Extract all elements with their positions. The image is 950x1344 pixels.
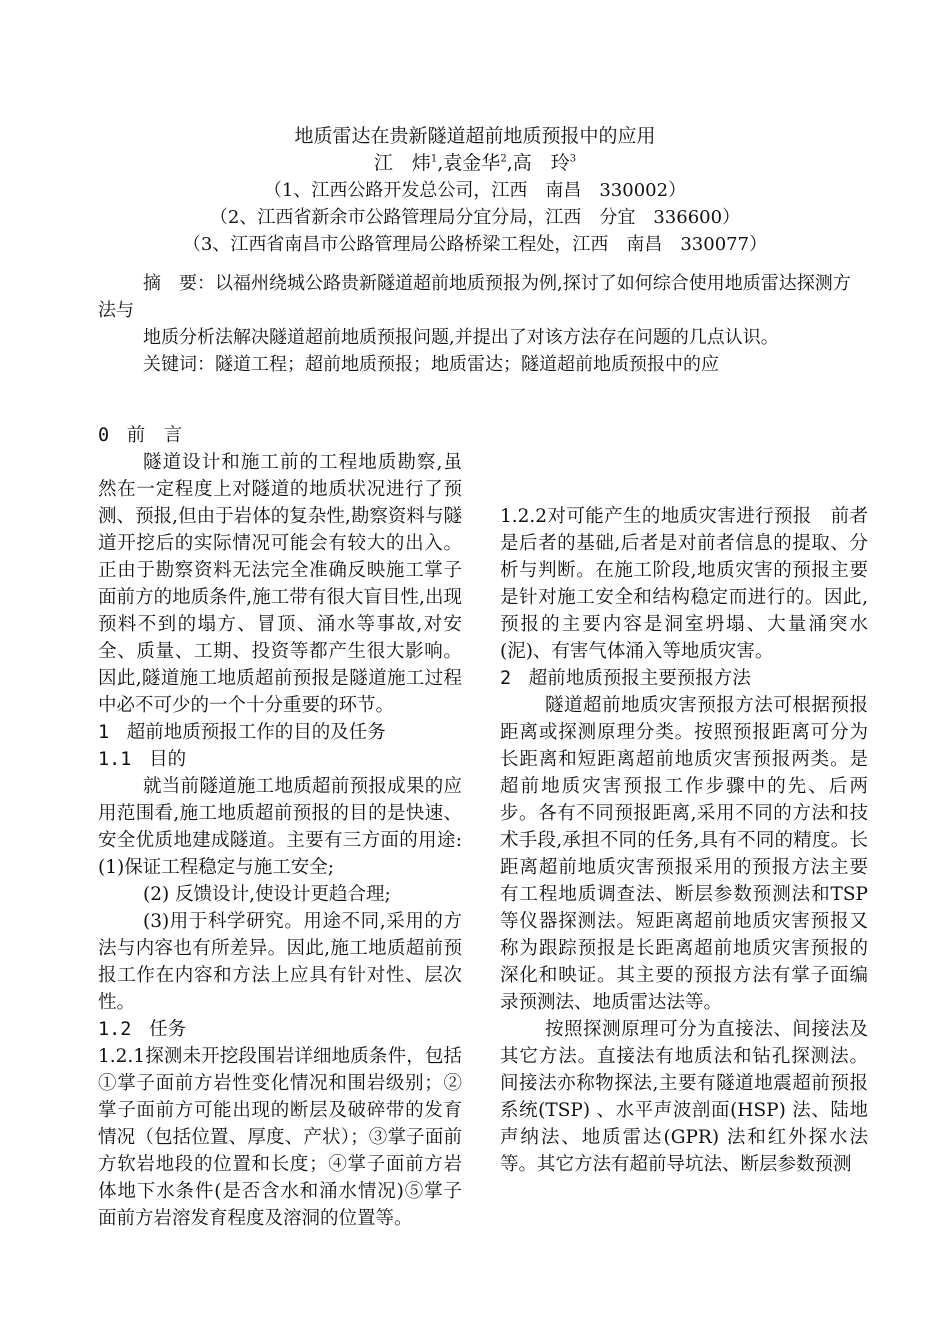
author-affil-mark: 1 (430, 153, 438, 165)
author-affil-mark: 2 (500, 153, 507, 165)
abstract-paragraph (98, 270, 868, 324)
section-heading: 2 超前地质预报主要预报方法 (500, 668, 751, 689)
body-paragraph: 就当前隧道施工地质超前预报成果的应用范围看,施工地质超前预报的目的是快速、安全优质地建成隧道。主要有三方面的用途:(1)保证工程稳定与施工安全; (98, 776, 462, 878)
abstract-paragraph: 地质分析法解决隧道超前地质预报问题,并提出了对该方法存在问题的几点认识。 (143, 327, 779, 348)
abstract-block (98, 270, 868, 378)
affiliation: （1、江西公路开发总公司，江西 南昌 330002） (263, 180, 687, 201)
affiliation: （3、江西省南昌市公路管理局公路桥梁工程处，江西 南昌 330077） (182, 234, 768, 255)
section-heading: 1 超前地质预报工作的目的及任务 (98, 722, 386, 743)
left-column (98, 422, 462, 1313)
body-paragraph: (2) 反馈设计,使设计更趋合理; (143, 884, 391, 905)
keywords-text: 隧道工程；超前地质预报；地质雷达；隧道超前地质预报中的应 (215, 354, 719, 375)
abstract-text: 以福州绕城公路贵新隧道超前地质预报为例,探讨了如何综合使用地质雷达探测方法与 (98, 273, 851, 321)
body-paragraph: 1.2.2对可能产生的地质灾害进行预报 前者是后者的基础,后者是对前者信息的提取、分析与判断。在施工阶段,地质灾害的预报主要是针对施工安全和结构稳定而进行的。因此,预报的主要内容是洞室坍塌、大量涌突水(泥)、有害气体涌入等地质灾害。 (500, 506, 868, 662)
keywords-line (98, 351, 868, 378)
author-name: 江 炜 (373, 152, 431, 174)
paper-header (0, 123, 950, 258)
abstract-label: 摘 要： (143, 273, 215, 294)
subsection-heading: 1.2 任务 (98, 1019, 187, 1040)
author-name: 袁金华 (443, 152, 501, 174)
author-line: 江 炜$^1$,袁金华$^2$,高 玲$^3$ (373, 152, 577, 174)
section-heading: 0 前 言 (98, 425, 183, 446)
body-paragraph: 隧道超前地质灾害预报方法可根据预报距离或探测原理分类。按照预报距离可分为长距离和短距离超前地质灾害预报两类。是超前地质灾害预报工作步骤中的先、后两步。各有不同预报距离,采用不同的方法和技术手段,承担不同的任务,具有不同的精度。长距离超前地质灾害预报采用的预报方法主要有工程地质调查法、断层参数预测法和TSP 等仪器探测法。短距离超前地质灾害预报又称为跟踪预报是长距离超前地质灾害预报的深化和映证。其主要的预报方法有掌子面编录预测法、地质雷达法等。 (500, 695, 868, 1013)
affiliation: （2、江西省新余市公路管理局分宜分局，江西 分宜 336600） (209, 207, 741, 228)
right-column (500, 422, 868, 1178)
paper-title: 地质雷达在贵新隧道超前地质预报中的应用 (294, 125, 656, 147)
subsection-heading: 1.1 目的 (98, 749, 187, 770)
keywords-label: 关键词： (143, 354, 215, 375)
author-name: 高 玲 (512, 152, 570, 174)
body-paragraph: 1.2.1探测未开挖段围岩详细地质条件，包括①掌子面前方岩性变化情况和围岩级别；②掌子面前方可能出现的断层及破碎带的发育情况（包括位置、厚度、产状）；③掌子面前方软岩地段的位置和长度；④掌子面前方岩体地下水条件(是否含水和涌水情况)⑤掌子面前方岩溶发育程度及溶洞的位置等。 (98, 1046, 462, 1229)
body-paragraph: (3)用于科学研究。用途不同,采用的方法与内容也有所差异。因此,施工地质超前预报工作在内容和方法上应具有针对性、层次性。 (98, 911, 462, 1013)
author-affil-mark: 3 (569, 153, 577, 165)
body-paragraph: 隧道设计和施工前的工程地质勘察,虽然在一定程度上对隧道的地质状况进行了预测、预报,但由于岩体的复杂性,勘察资料与隧道开挖后的实际情况可能会有较大的出入。正由于勘察资料无法完全准确反映施工掌子面前方的地质条件,施工带有很大盲目性,出现预料不到的塌方、冒顶、涌水等事故,对安全、质量、工期、投资等都产生很大影响。因此,隧道施工地质超前预报是隧道施工过程中必不可少的一个十分重要的环节。 (98, 452, 462, 716)
body-paragraph: 按照探测原理可分为直接法、间接法及其它方法。直接法有地质法和钻孔探测法。间接法亦称物探法,主要有隧道地震超前预报系统(TSP) 、水平声波剖面(HSP) 法、陆地声纳法、地质雷达(GPR) 法和红外探水法等。其它方法有超前导坑法、断层参数预测 (500, 1019, 868, 1175)
